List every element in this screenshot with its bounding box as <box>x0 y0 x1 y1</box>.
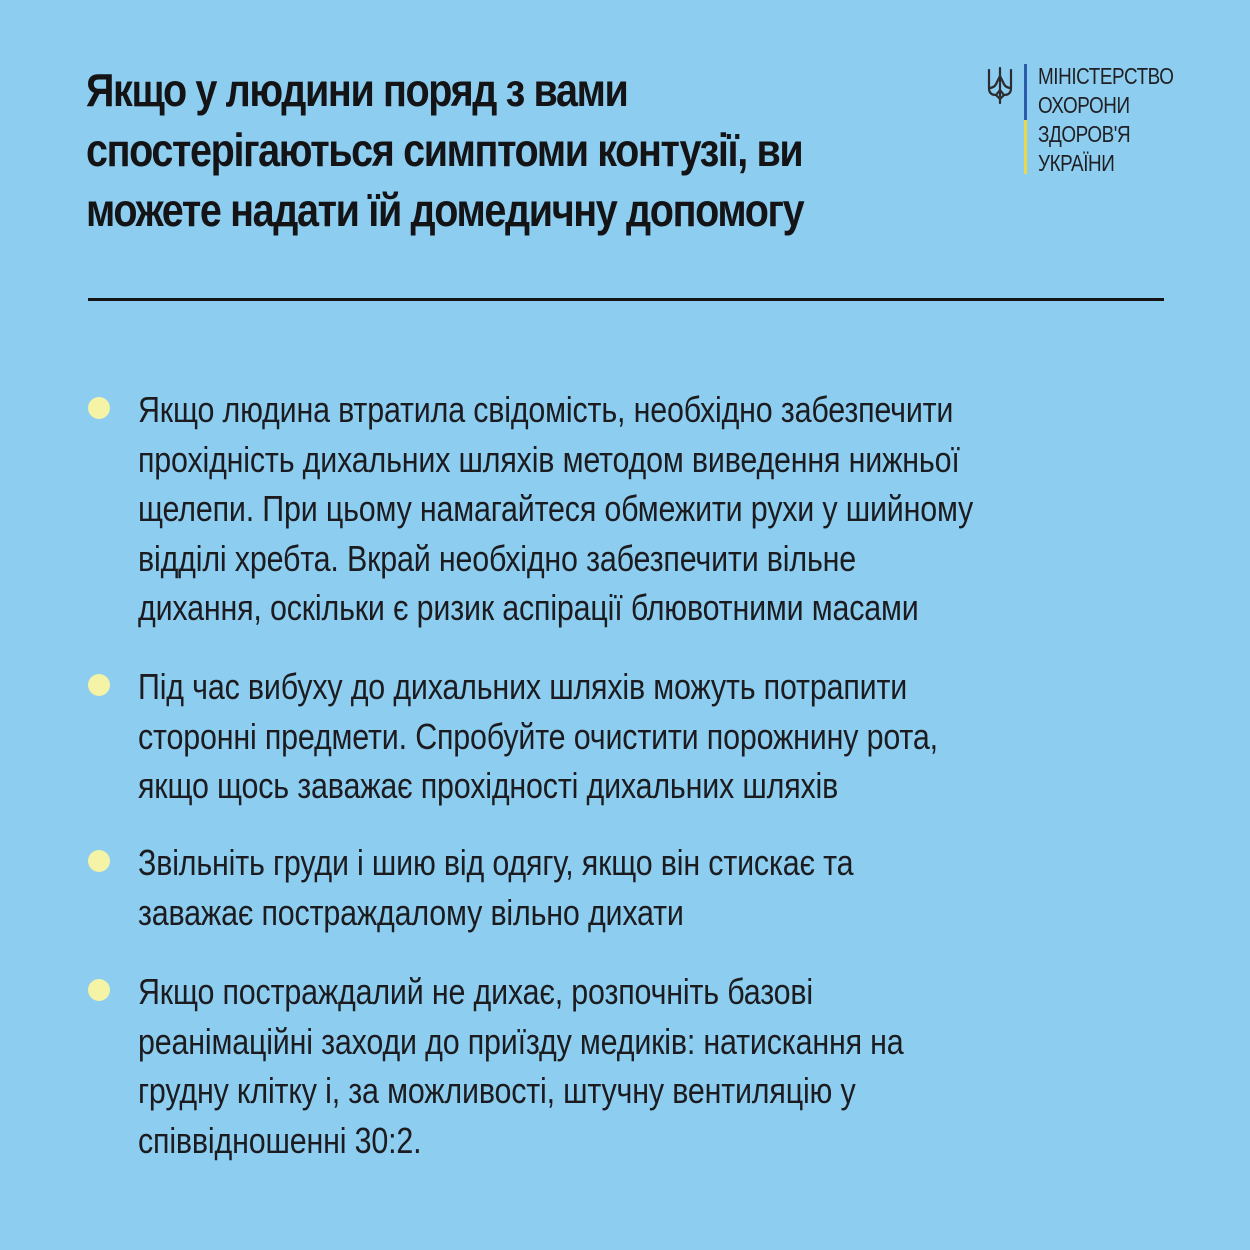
trident-icon <box>986 66 1014 104</box>
headline <box>86 60 804 240</box>
bullet-line: Під час вибуху до дихальних шляхів можуть потрапити <box>138 666 908 707</box>
bullet-line: сторонні предмети. Спробуйте очистити порожнину рота, <box>138 715 938 757</box>
bullet-dot <box>88 674 110 696</box>
headline-line: можете надати їй домедичну допомогу <box>86 184 804 236</box>
bullet-text <box>138 385 1135 633</box>
logo-blue-bar <box>1024 64 1027 120</box>
bullet-line: грудну клітку і, за можливості, штучну вентиляцію у <box>138 1070 856 1111</box>
logo-yellow-bar <box>1024 120 1027 174</box>
bullet-dot <box>88 979 110 1001</box>
ministry-logo <box>986 62 1176 178</box>
bullet-line: якщо щось заважає прохідності дихальних шляхів <box>138 765 839 806</box>
bullet-line: дихання, оскільки є ризик аспірації блювотними масами <box>138 587 919 628</box>
bullet-line: щелепи. При цьому намагайтеся обмежити рухи у шийному <box>138 488 974 529</box>
bullet-text <box>138 838 1135 937</box>
logo-line: ЗДОРОВ'Я <box>1038 121 1131 147</box>
divider <box>88 298 1164 301</box>
headline-line: спостерігаються симптоми контузії, ви <box>86 124 803 176</box>
bullet-line: реанімаційні заходи до приїзду медиків: натискання на <box>138 1020 904 1062</box>
bullet-line: заважає постраждалому вільно дихати <box>138 891 684 933</box>
bullet-line: Якщо людина втратила свідомість, необхідно забезпечити <box>138 389 954 430</box>
bullet-line: Звільніть груди і шию від одягу, якщо він стискає та <box>138 842 854 883</box>
bullet-text <box>138 967 1135 1165</box>
logo-line: ОХОРОНИ <box>1038 92 1130 118</box>
logo-text <box>1038 62 1173 178</box>
bullet-dot <box>88 397 110 419</box>
logo-line: УКРАЇНИ <box>1038 150 1115 176</box>
bullet-line: відділі хребта. Вкрай необхідно забезпечити вільне <box>138 537 857 579</box>
logo-line: МІНІСТЕРСТВО <box>1038 63 1174 89</box>
bullet-dot <box>88 850 110 872</box>
headline-line: Якщо у людини поряд з вами <box>86 64 628 116</box>
bullet-text <box>138 662 1135 811</box>
bullet-line: співвідношенні 30:2. <box>138 1119 422 1161</box>
bullet-line: прохідність дихальних шляхів методом виведення нижньої <box>138 438 960 480</box>
bullet-line: Якщо постраждалий не дихає, розпочніть базові <box>138 971 813 1012</box>
